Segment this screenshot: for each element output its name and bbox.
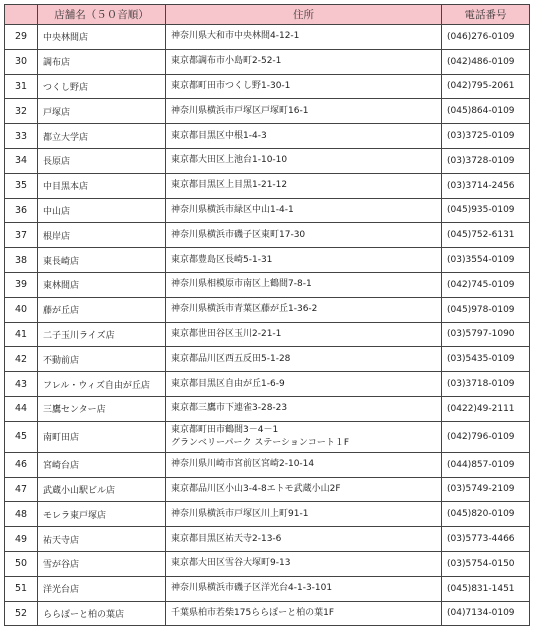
store-address (166, 248, 442, 273)
row-number: 33 (5, 124, 38, 149)
table-row (5, 124, 530, 149)
table-row (5, 198, 530, 223)
table-row (5, 49, 530, 74)
table-row (5, 74, 530, 99)
table-header-row (5, 5, 530, 25)
address-line: 神奈川県横浜市戸塚区戸塚町16-1 (171, 105, 309, 116)
store-phone: (03)5797-1090 (442, 322, 530, 347)
store-address (166, 372, 442, 397)
table-row (5, 421, 530, 452)
address-line: 東京都三鷹市下連雀3-28-23 (171, 403, 288, 414)
store-address (166, 148, 442, 173)
store-phone: (045)935-0109 (442, 198, 530, 223)
store-phone: (03)3718-0109 (442, 372, 530, 397)
store-address (166, 272, 442, 297)
store-address (166, 25, 442, 50)
store-name: 中山店 (38, 198, 166, 223)
store-phone: (03)5773-4466 (442, 527, 530, 552)
store-phone: (03)5435-0109 (442, 347, 530, 372)
store-phone: (045)864-0109 (442, 99, 530, 124)
store-address (166, 601, 442, 626)
table-row (5, 396, 530, 421)
store-name: フレル・ウィズ自由が丘店 (38, 372, 166, 397)
row-number: 52 (5, 601, 38, 626)
store-name: 藤が丘店 (38, 297, 166, 322)
row-number: 44 (5, 396, 38, 421)
store-name: 都立大学店 (38, 124, 166, 149)
row-number: 32 (5, 99, 38, 124)
address-line: 神奈川県横浜市戸塚区川上町91-1 (171, 508, 309, 519)
store-address (166, 297, 442, 322)
store-name: 三鷹センター店 (38, 396, 166, 421)
row-number: 46 (5, 452, 38, 477)
row-number: 39 (5, 272, 38, 297)
table-body (5, 25, 530, 626)
row-number: 30 (5, 49, 38, 74)
row-number: 50 (5, 551, 38, 576)
store-phone: (03)3725-0109 (442, 124, 530, 149)
row-number: 49 (5, 527, 38, 552)
store-name: 雪が谷店 (38, 551, 166, 576)
row-number: 37 (5, 223, 38, 248)
store-name: 調布店 (38, 49, 166, 74)
store-address (166, 124, 442, 149)
store-name: 東長崎店 (38, 248, 166, 273)
store-phone: (044)857-0109 (442, 452, 530, 477)
store-phone: (045)820-0109 (442, 502, 530, 527)
store-address (166, 576, 442, 601)
address-line: 東京都品川区小山3-4-8エトモ武蔵小山2F (171, 483, 341, 494)
store-name: 洋光台店 (38, 576, 166, 601)
row-number: 31 (5, 74, 38, 99)
row-number: 51 (5, 576, 38, 601)
store-phone: (03)3554-0109 (442, 248, 530, 273)
store-name: 中央林間店 (38, 25, 166, 50)
store-phone: (045)752-6131 (442, 223, 530, 248)
row-number: 47 (5, 477, 38, 502)
store-name: 武蔵小山駅ビル店 (38, 477, 166, 502)
address-line: 神奈川県横浜市磯子区洋光台4-1-3-101 (171, 583, 333, 594)
address-line: 東京都大田区雪谷大塚町9-13 (171, 558, 291, 569)
table-row (5, 248, 530, 273)
store-name: 中目黒本店 (38, 173, 166, 198)
store-address (166, 477, 442, 502)
table-row (5, 576, 530, 601)
store-address (166, 322, 442, 347)
table-row (5, 173, 530, 198)
store-phone: (045)978-0109 (442, 297, 530, 322)
address-line: 東京都目黒区中根1-4-3 (171, 130, 267, 141)
address-line: 神奈川県横浜市磯子区東町17-30 (171, 229, 306, 240)
address-line: 神奈川県大和市中央林間4-12-1 (171, 31, 300, 42)
store-name: 宮崎台店 (38, 452, 166, 477)
store-phone: (03)3714-2456 (442, 173, 530, 198)
store-name: ららぽーと柏の葉店 (38, 601, 166, 626)
store-address (166, 527, 442, 552)
store-phone: (04)7134-0109 (442, 601, 530, 626)
row-number: 38 (5, 248, 38, 273)
table-row (5, 25, 530, 50)
address-line: 東京都目黒区祐天寺2-13-6 (171, 533, 282, 544)
address-line: 東京都町田市つくし野1-30-1 (171, 80, 291, 91)
header-store-name: 店舗名（５０音順） (38, 5, 166, 25)
row-number: 35 (5, 173, 38, 198)
address-line: 東京都品川区西五反田5-1-28 (171, 353, 291, 364)
store-address (166, 173, 442, 198)
table-row (5, 347, 530, 372)
table-row (5, 477, 530, 502)
header-phone: 電話番号 (442, 5, 530, 25)
store-address (166, 49, 442, 74)
row-number: 36 (5, 198, 38, 223)
header-address: 住所 (166, 5, 442, 25)
address-line: 東京都調布市小島町2-52-1 (171, 56, 282, 67)
table-row (5, 502, 530, 527)
store-name: 祐天寺店 (38, 527, 166, 552)
table-row (5, 551, 530, 576)
store-address (166, 551, 442, 576)
store-address (166, 198, 442, 223)
row-number: 48 (5, 502, 38, 527)
row-number: 43 (5, 372, 38, 397)
store-list-table (4, 4, 530, 626)
store-phone: (046)276-0109 (442, 25, 530, 50)
table-row (5, 148, 530, 173)
address-line: 東京都目黒区自由が丘1-6-9 (171, 378, 285, 389)
address-line: 東京都豊島区長崎5-1-31 (171, 254, 273, 265)
address-line: 神奈川県横浜市緑区中山1-4-1 (171, 204, 294, 215)
address-line: 神奈川県相模原市南区上鶴間7-8-1 (171, 279, 312, 290)
address-line: 神奈川県横浜市青葉区藤が丘1-36-2 (171, 304, 318, 315)
row-number: 42 (5, 347, 38, 372)
store-phone: (03)5749-2109 (442, 477, 530, 502)
store-address (166, 99, 442, 124)
address-line: 千葉県柏市若柴175ららぽーと柏の葉1F (171, 607, 335, 618)
address-line: 東京都大田区上池台1-10-10 (171, 155, 288, 166)
store-name: 戸塚店 (38, 99, 166, 124)
address-line: 東京都世田谷区玉川2-21-1 (171, 328, 282, 339)
store-address (166, 396, 442, 421)
store-name: つくし野店 (38, 74, 166, 99)
address-line: 神奈川県川崎市宮前区宮崎2-10-14 (171, 459, 315, 470)
store-name: 長原店 (38, 148, 166, 173)
table-row (5, 223, 530, 248)
table-row (5, 372, 530, 397)
store-name: 不動前店 (38, 347, 166, 372)
store-name: モレラ東戸塚店 (38, 502, 166, 527)
table-row (5, 272, 530, 297)
row-number: 40 (5, 297, 38, 322)
store-address (166, 502, 442, 527)
store-address (166, 74, 442, 99)
store-phone: (042)795-2061 (442, 74, 530, 99)
store-address (166, 223, 442, 248)
store-name: 東林間店 (38, 272, 166, 297)
store-name: 二子玉川ライズ店 (38, 322, 166, 347)
store-phone: (042)796-0109 (442, 421, 530, 452)
store-phone: (03)5754-0150 (442, 551, 530, 576)
table-row (5, 452, 530, 477)
store-phone: (03)3728-0109 (442, 148, 530, 173)
row-number: 41 (5, 322, 38, 347)
table-row (5, 297, 530, 322)
table-row (5, 601, 530, 626)
header-number (5, 5, 38, 25)
store-address (166, 452, 442, 477)
address-line: 東京都町田市鶴間3－4－1 (171, 424, 279, 435)
table-row (5, 99, 530, 124)
row-number: 34 (5, 148, 38, 173)
store-phone: (0422)49-2111 (442, 396, 530, 421)
store-phone: (042)745-0109 (442, 272, 530, 297)
store-name: 南町田店 (38, 421, 166, 452)
store-phone: (042)486-0109 (442, 49, 530, 74)
store-address (166, 421, 442, 452)
table-row (5, 527, 530, 552)
row-number: 29 (5, 25, 38, 50)
store-phone: (045)831-1451 (442, 576, 530, 601)
table-row (5, 322, 530, 347)
store-name: 根岸店 (38, 223, 166, 248)
store-address (166, 347, 442, 372)
row-number: 45 (5, 421, 38, 452)
address-line: 東京都目黒区上目黒1-21-12 (171, 180, 288, 191)
address-line: グランベリーパーク ステーションコート１F (171, 437, 350, 448)
